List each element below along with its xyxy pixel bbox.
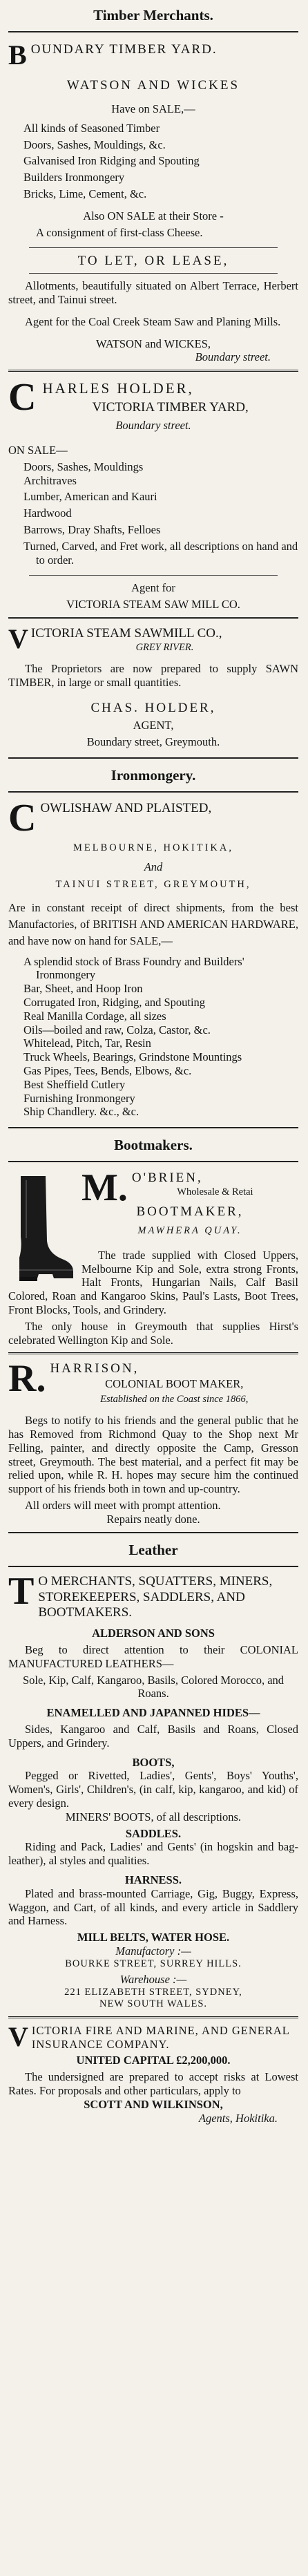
miners-boots: MINERS' BOOTS, of all descriptions. [65,1810,242,1824]
list-item: Bar, Sheet, and Hoop Iron [23,982,143,996]
list-item: A splendid stock of Brass Foundry and Builders' Ironmongery [23,954,244,982]
dropcap-t: T [8,1571,35,1613]
capital-line: UNITED CAPITAL £2,200,000. [76,2054,231,2067]
trade-line-2: BOOTMAKER, [136,1204,244,1219]
section-heading-timber: Timber Merchants. [93,7,213,23]
divider [8,757,298,759]
ad-title-boundary [8,39,298,71]
list-item: All kinds of Seasoned Timber [23,121,160,135]
list-item: Gas Pipes, Tees, Bends, Elbows, &c. [23,1063,192,1077]
list-item: Architraves [23,473,77,487]
list-item: Builders Ironmongery [23,171,125,184]
ad-head-text: O MERCHANTS, SQUATTERS, MINERS, STOREKEEPERS, SADDLERS, AND BOOTMAKERS. [38,1573,273,1620]
dropcap-v: V [8,2022,29,2052]
state-line: NEW SOUTH WALES. [99,1998,208,2010]
list-item: Whitelead, Pitch, Tar, Resin [23,1036,151,1050]
divider [29,575,278,576]
ad-body: Begs to notify to his friends and the general public that he has Removed from Richmond Quay to the Shop next Mr Felling, painter, and directly opposite the Camp, Gresson street, Greymouth. The best material, and a perfect fit may be relied upon, while R. H. hopes may secure him the continued support of his friends both in town and up-country. [8,1414,298,1496]
location-2: TAINUI STREET, GREYMOUTH, [55,879,251,891]
location: GREY RIVER. [135,641,194,653]
cheese-note: A consignment of first-class Cheese. [36,225,203,239]
divider [8,1566,298,1567]
enamelled-body: Sides, Kangaroo and Calf, Basils and Roans, Closed Uppers, and Grindery. [8,1723,298,1750]
boot-illustration [11,1173,75,1284]
boots-body: Pegged or Rivetted, Ladies', Gents', Boys' Youths', Women's, Girls', Children's, (in calf, kip, kangaroo, and kid) of every design. [8,1769,298,1810]
divider [8,2016,298,2018]
dropcap-c: C [8,376,39,419]
boots-heading: BOOTS, [132,1755,175,1769]
yard-name: VICTORIA TIMBER YARD, [92,400,249,415]
list-item: Hardwood [23,506,72,520]
divider [29,273,278,274]
list-item: Best Sheffield Cutlery [23,1077,126,1091]
saddles-body: Riding and Pack, Ladies' and Gents' (in hogskin and bag-leather), al styles and qualities. [8,1840,298,1868]
repairs-note: Repairs neatly done. [106,1512,200,1526]
item-list [8,122,298,201]
item-list [8,955,298,1119]
firm-name: ALDERSON AND SONS [92,1627,215,1640]
list-item: Lumber, American and Kauri [23,490,157,504]
ad-body: The trade supplied with Closed Uppers, Melbourne Kip and Sole, extra strong Fronts, Halt Fronts, Hungarian Nails, Calf Basil Colored, Roan and Kangaroo Skins, Paul's Lasts, Boot Trees, Front Blocks, Tools, and Grindery. [8,1248,298,1316]
list-item: Bricks, Lime, Cement, &c. [23,187,147,200]
ad-title-text: OWLISHAW AND PLAISTED, [40,801,212,816]
factory-address: BOURKE STREET, SURREY HILLS. [65,1958,242,1969]
ad-boundary-timber-yard [8,37,298,364]
proprietor-name: HARRISON, [50,1361,139,1376]
divider [8,791,298,793]
divider [8,1532,298,1533]
ad-victoria-insurance [8,2023,298,2125]
mill-belts: MILL BELTS, WATER HOSE. [77,1931,230,1944]
list-item: Doors, Sashes, Mouldings [23,460,144,473]
location-1: MELBOURNE, HOKITIKA, [73,842,233,854]
ad-obrien [8,1166,298,1347]
list-item: Corrugated Iron, Ridging, and Spouting [23,995,206,1009]
dropcap-r: R. [8,1358,46,1401]
list-item: Truck Wheels, Bearings, Grindstone Mountings [23,1050,242,1064]
orders-note: All orders will meet with prompt attention. [25,1499,221,1513]
divider [8,370,298,372]
agent-note: Agent for the Coal Creek Steam Saw and Planing Mills. [25,314,281,328]
factory-label: Manufactory :— [115,1944,191,1958]
list-item: Galvanised Iron Ridging and Spouting [23,154,200,168]
ad-intro: Beg to direct attention to their COLONIAL MANUFACTURED LEATHERS— [8,1643,298,1670]
yard-street: Boundary street. [115,419,191,433]
ad-harrison [8,1358,298,1526]
ad-title-text: OUNDARY TIMBER YARD. [30,42,218,57]
ad-title-insurance [8,2024,298,2052]
ad-body: The Proprietors are now prepared to supply SAWN TIMBER, in large or small quantities. [8,662,298,689]
warehouse-address: 221 ELIZABETH STREET, SYDNEY, [64,1986,242,1998]
dropcap-v: V [8,623,28,654]
signature-role: Agents, Hokitika. [198,2111,278,2125]
ad-charles-holder [8,376,298,612]
store-note: Also ON SALE at their Store - [83,209,224,222]
to-let-heading: TO LET, OR LEASE, [77,254,229,269]
enamelled-heading: ENAMELLED AND JAPANNED HIDES— [46,1706,260,1720]
ad-head-text: ICTORIA FIRE AND MARINE, AND GENERAL INSURANCE COMPANY. [31,2023,290,2051]
signature-address: Boundary street, Greymouth. [86,735,220,749]
list-item: Ship Chandlery. &c., &c. [23,1105,139,1119]
trade-line: COLONIAL BOOT MAKER, [105,1377,244,1391]
divider [8,1127,298,1128]
divider [8,1161,298,1162]
signature-address: Boundary street. [195,350,271,364]
ad-body: The undersigned are prepared to accept risks at Lowest Rates. For proposals and other particulars, apply to [8,2070,298,2097]
location: MAWHERA QUAY. [137,1225,242,1237]
divider [8,31,298,32]
list-item: Barrows, Dray Shafts, Felloes [23,522,161,536]
ad-victoria-sawmill [8,623,298,749]
conjunction: And [144,860,163,873]
dropcap-m: M. [81,1166,128,1210]
section-heading-leather: Leather [128,1541,178,1558]
divider [8,1352,298,1354]
signature: WATSON and WICKES, [95,337,211,350]
mill-name: VICTORIA STEAM SAW MILL CO. [66,598,240,612]
list-item: Doors, Sashes, Mouldings, &c. [23,138,166,151]
signature: CHAS. HOLDER, [90,700,216,715]
harness-body: Plated and brass-mounted Carriage, Gig, Buggy, Express, Waggon, and Cart, of all kinds, and every article in Saddlery and Harness. [8,1886,298,1928]
warehouse-label: Warehouse :— [119,1973,187,1987]
firm-name: WATSON AND WICKES [66,78,240,93]
dropcap-b: B [8,39,28,71]
divider [8,617,298,619]
leathers-list: Sole, Kip, Calf, Kangaroo, Basils, Colored Morocco, and Roans. [22,1673,285,1701]
list-item: Furnishing Ironmongery [23,1091,135,1105]
section-heading-ironmongery: Ironmongery. [110,767,196,784]
proprietor-name: O'BRIEN, [131,1171,203,1186]
ad-title-text: HARLES HOLDER, [42,380,194,397]
trade-line-1: Wholesale & Retai [177,1186,253,1198]
dropcap-c: C [8,797,37,840]
signature: SCOTT AND WILKINSON, [84,2097,223,2111]
signature-role: AGENT, [133,719,174,732]
list-item: Real Manilla Cordage, all sizes [23,1009,166,1023]
divider [29,247,278,248]
harness-heading: HARNESS. [124,1873,182,1886]
ad-alderson-sons [8,1571,298,2011]
agent-label: Agent for [131,581,175,595]
ad-note: The only house in Greymouth that supplies Hirst's celebrated Wellington Kip and Sole. [8,1319,298,1347]
ad-title-cowlishaw [8,797,298,840]
ad-title-alderson [8,1571,298,1621]
sale-intro: ON SALE— [8,443,68,457]
list-item: Turned, Carved, and Fret work, all descriptions on hand and to order. [23,539,298,567]
ad-title-harrison [8,1358,298,1405]
list-item: Oils—boiled and raw, Colza, Castor, &c. [23,1023,211,1036]
to-let-body: Allotments, beautifully situated on Albert Terrace, Herbert street, and Tainui street. [8,279,298,306]
section-heading-bootmakers: Bootmakers. [114,1137,193,1154]
sale-intro: Have on SALE,— [111,102,195,115]
ad-cowlishaw-plaisted [8,797,298,1119]
item-list [8,460,298,567]
established-line: Established on the Coast since 1866, [100,1393,249,1405]
ad-title-text: ICTORIA STEAM SAWMILL CO., [30,625,222,641]
ad-body: Are in constant receipt of direct shipments, from the best Manufactories, of BRITISH AND AMERICAN HARDWARE, and have now on hand for SALE,— [8,900,298,947]
saddles-heading: SADDLES. [125,1826,182,1840]
